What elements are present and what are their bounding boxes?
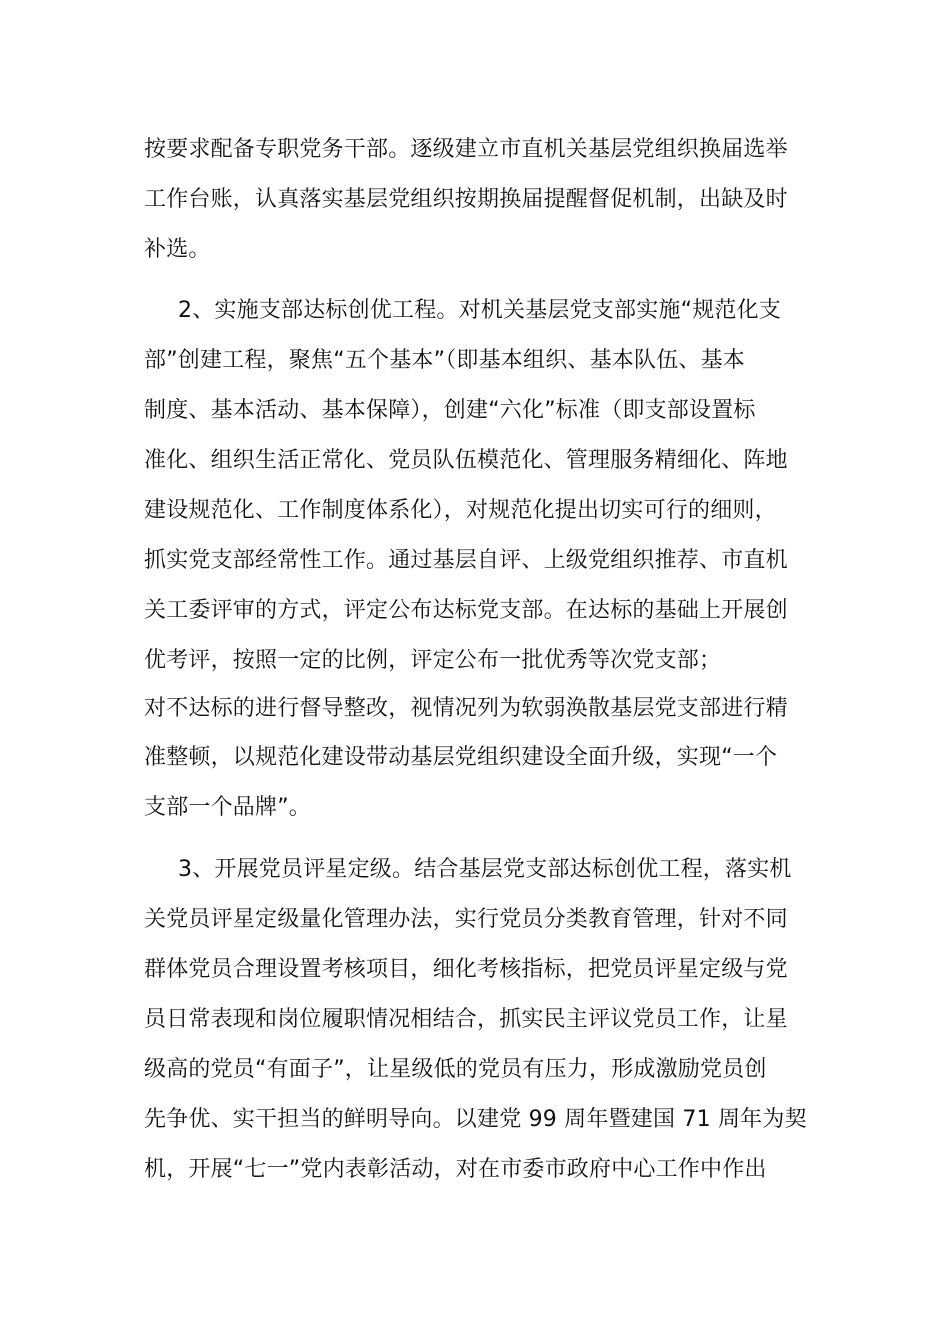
text-line: 群体党员合理设置考核项目，细化考核指标，把党员评星定级与党: [144, 957, 788, 982]
text-line: 员日常表现和岗位履职情况相结合，抓实民主评议党员工作，让星: [144, 1007, 788, 1032]
text-line: 工作台账，认真落实基层党组织按期换届提醒督促机制，出缺及时: [144, 187, 788, 212]
text-line: 优考评，按照一定的比例，评定公布一批优秀等次党支部；: [144, 648, 722, 673]
text-line: 建设规范化、工作制度体系化），对规范化提出切实可行的细则，: [144, 498, 777, 523]
text-line: 抓实党支部经常性工作。通过基层自评、上级党组织推荐、市直机: [144, 548, 788, 573]
text-line: 3、开展党员评星定级。结合基层党支部达标创优工程，落实机: [178, 857, 792, 882]
text-line: 机，开展“七一”党内表彰活动，对在市委市政府中心工作中作出: [144, 1157, 767, 1182]
text-line: 级高的党员“有面子”，让星级低的党员有压力，形成激励党员创: [144, 1057, 767, 1082]
text-line: 准化、组织生活正常化、党员队伍模范化、管理服务精细化、阵地: [144, 448, 788, 473]
text-line: 按要求配备专职党务干部。逐级建立市直机关基层党组织换届选举: [144, 137, 788, 162]
text-line: 先争优、实干担当的鲜明导向。以建党 99 周年暨建国 71 周年为契: [144, 1107, 807, 1132]
text-line: 对不达标的进行督导整改，视情况列为软弱涣散基层党支部进行精: [144, 696, 788, 721]
text-line: 关党员评星定级量化管理办法，实行党员分类教育管理，针对不同: [144, 907, 788, 932]
text-line: 2、实施支部达标创优工程。对机关基层党支部实施“规范化支: [178, 298, 781, 323]
text-line: 支部一个品牌”。: [144, 795, 311, 820]
text-line: 关工委评审的方式，评定公布达标党支部。在达标的基础上开展创: [144, 598, 788, 623]
text-line: 部”创建工程，聚焦“五个基本”（即基本组织、基本队伍、基本: [144, 348, 745, 373]
text-line: 补选。: [144, 237, 211, 262]
text-line: 制度、基本活动、基本保障），创建“六化”标准（即支部设置标: [144, 398, 756, 423]
text-line: 准整顿，以规范化建设带动基层党组织建设全面升级，实现“一个: [144, 745, 778, 770]
